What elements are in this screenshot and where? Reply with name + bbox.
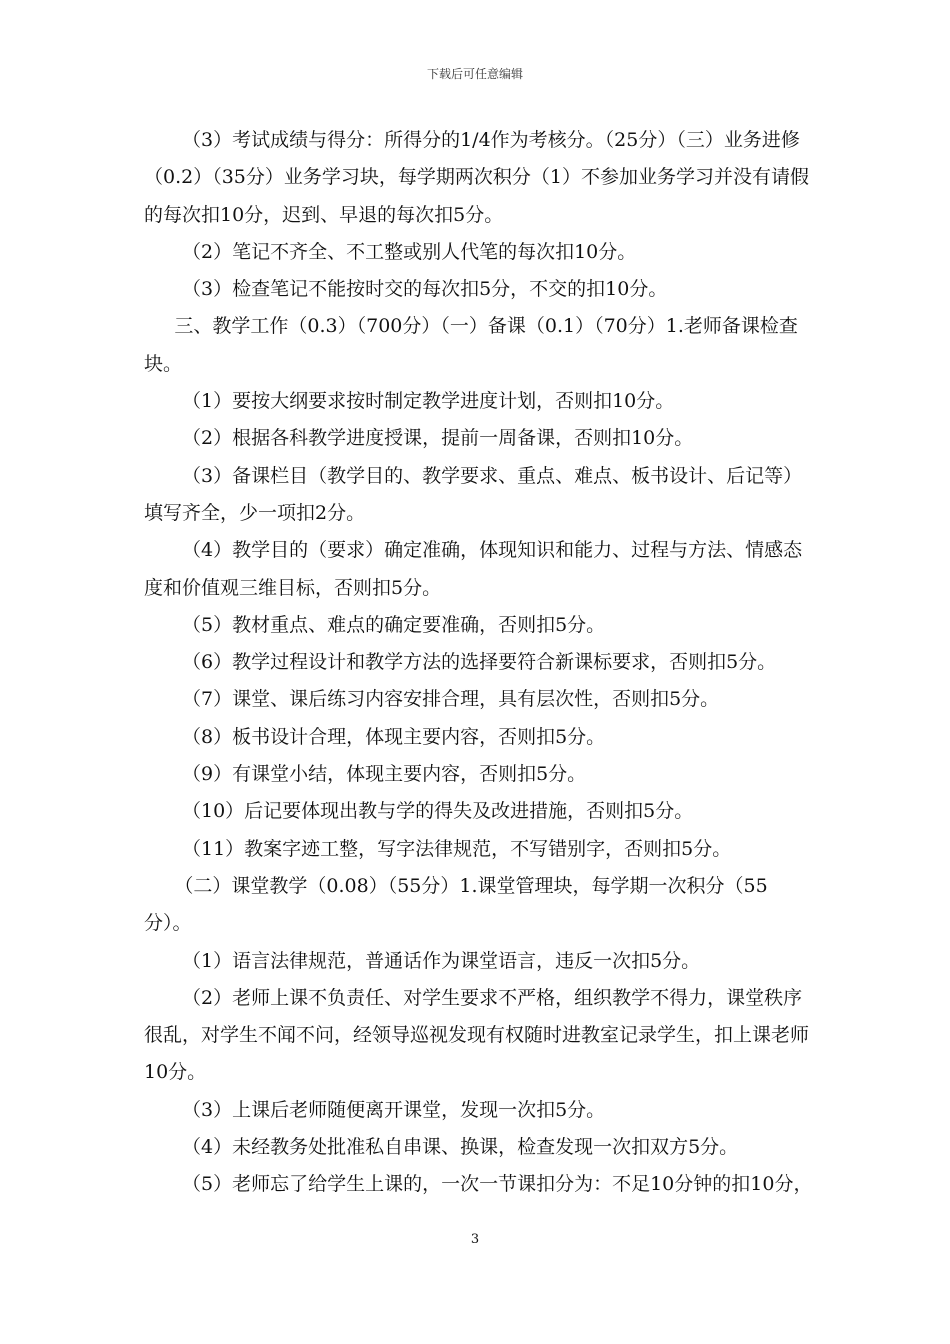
paragraph: （5）老师忘了给学生上课的，一次一节课扣分为：不足10分钟的扣10分， [182, 1173, 813, 1196]
paragraph: （1）要按大纲要求按时制定教学进度计划，否则扣10分。 [182, 390, 675, 413]
section-heading-paragraph: 三、教学工作（0.3）（700分）（一）备课（0.1）（70分）1.老师备课检查块。 [144, 315, 798, 375]
paragraph: （4）教学目的（要求）确定准确，体现知识和能力、过程与方法、情感态度和价值观三维目标，否则扣5分。 [144, 539, 803, 599]
paragraph: （2）老师上课不负责任、对学生要求不严格，组织教学不得力，课堂秩序很乱，对学生不闻不问，经领导巡视发现有权随时进教室记录学生，扣上课老师10分。 [144, 986, 810, 1084]
paragraph: （6）教学过程设计和教学方法的选择要符合新课标要求，否则扣5分。 [182, 651, 777, 674]
paragraph: （3）考试成绩与得分：所得分的1/4作为考核分。（25分）（三）业务进修（0.2）（35分）业务学习块，每学期两次积分（1）不参加业务学习并没有请假的每次扣10分，迟到、早退的每次扣5分。 [144, 129, 809, 226]
paragraph: （3）检查笔记不能按时交的每次扣5分，不交的扣10分。 [182, 278, 668, 301]
section-heading-paragraph: （二）课堂教学（0.08）（55分）1.课堂管理块，每学期一次积分（55分）。 [144, 874, 768, 935]
page-number: 3 [470, 1232, 480, 1247]
paragraph: （11）教案字迹工整，写字法律规范，不写错别字，否则扣5分。 [182, 837, 732, 860]
paragraph: （4）未经教务处批准私自串课、换课，检查发现一次扣双方5分。 [182, 1136, 739, 1159]
page-header: 下载后可任意编辑 [426, 67, 523, 81]
document-body [144, 122, 814, 1204]
paragraph: （3）备课栏目（教学目的、教学要求、重点、难点、板书设计、后记等）填写齐全，少一项扣2分。 [144, 464, 803, 524]
paragraph: （2）根据各科教学进度授课，提前一周备课，否则扣10分。 [182, 427, 694, 450]
paragraph: （7）课堂、课后练习内容安排合理，具有层次性，否则扣5分。 [182, 688, 720, 711]
paragraph: （5）教材重点、难点的确定要准确，否则扣5分。 [182, 613, 606, 636]
paragraph: （1）语言法律规范，普通话作为课堂语言，违反一次扣5分。 [182, 949, 701, 972]
paragraph: （3）上课后老师随便离开课堂，发现一次扣5分。 [182, 1098, 606, 1121]
paragraph: （9）有课堂小结，体现主要内容，否则扣5分。 [182, 763, 587, 786]
paragraph: （2）笔记不齐全、不工整或别人代笔的每次扣10分。 [182, 240, 637, 263]
paragraph: （8）板书设计合理，体现主要内容，否则扣5分。 [182, 725, 606, 748]
paragraph: （10）后记要体现出教与学的得失及改进措施，否则扣5分。 [182, 800, 694, 823]
